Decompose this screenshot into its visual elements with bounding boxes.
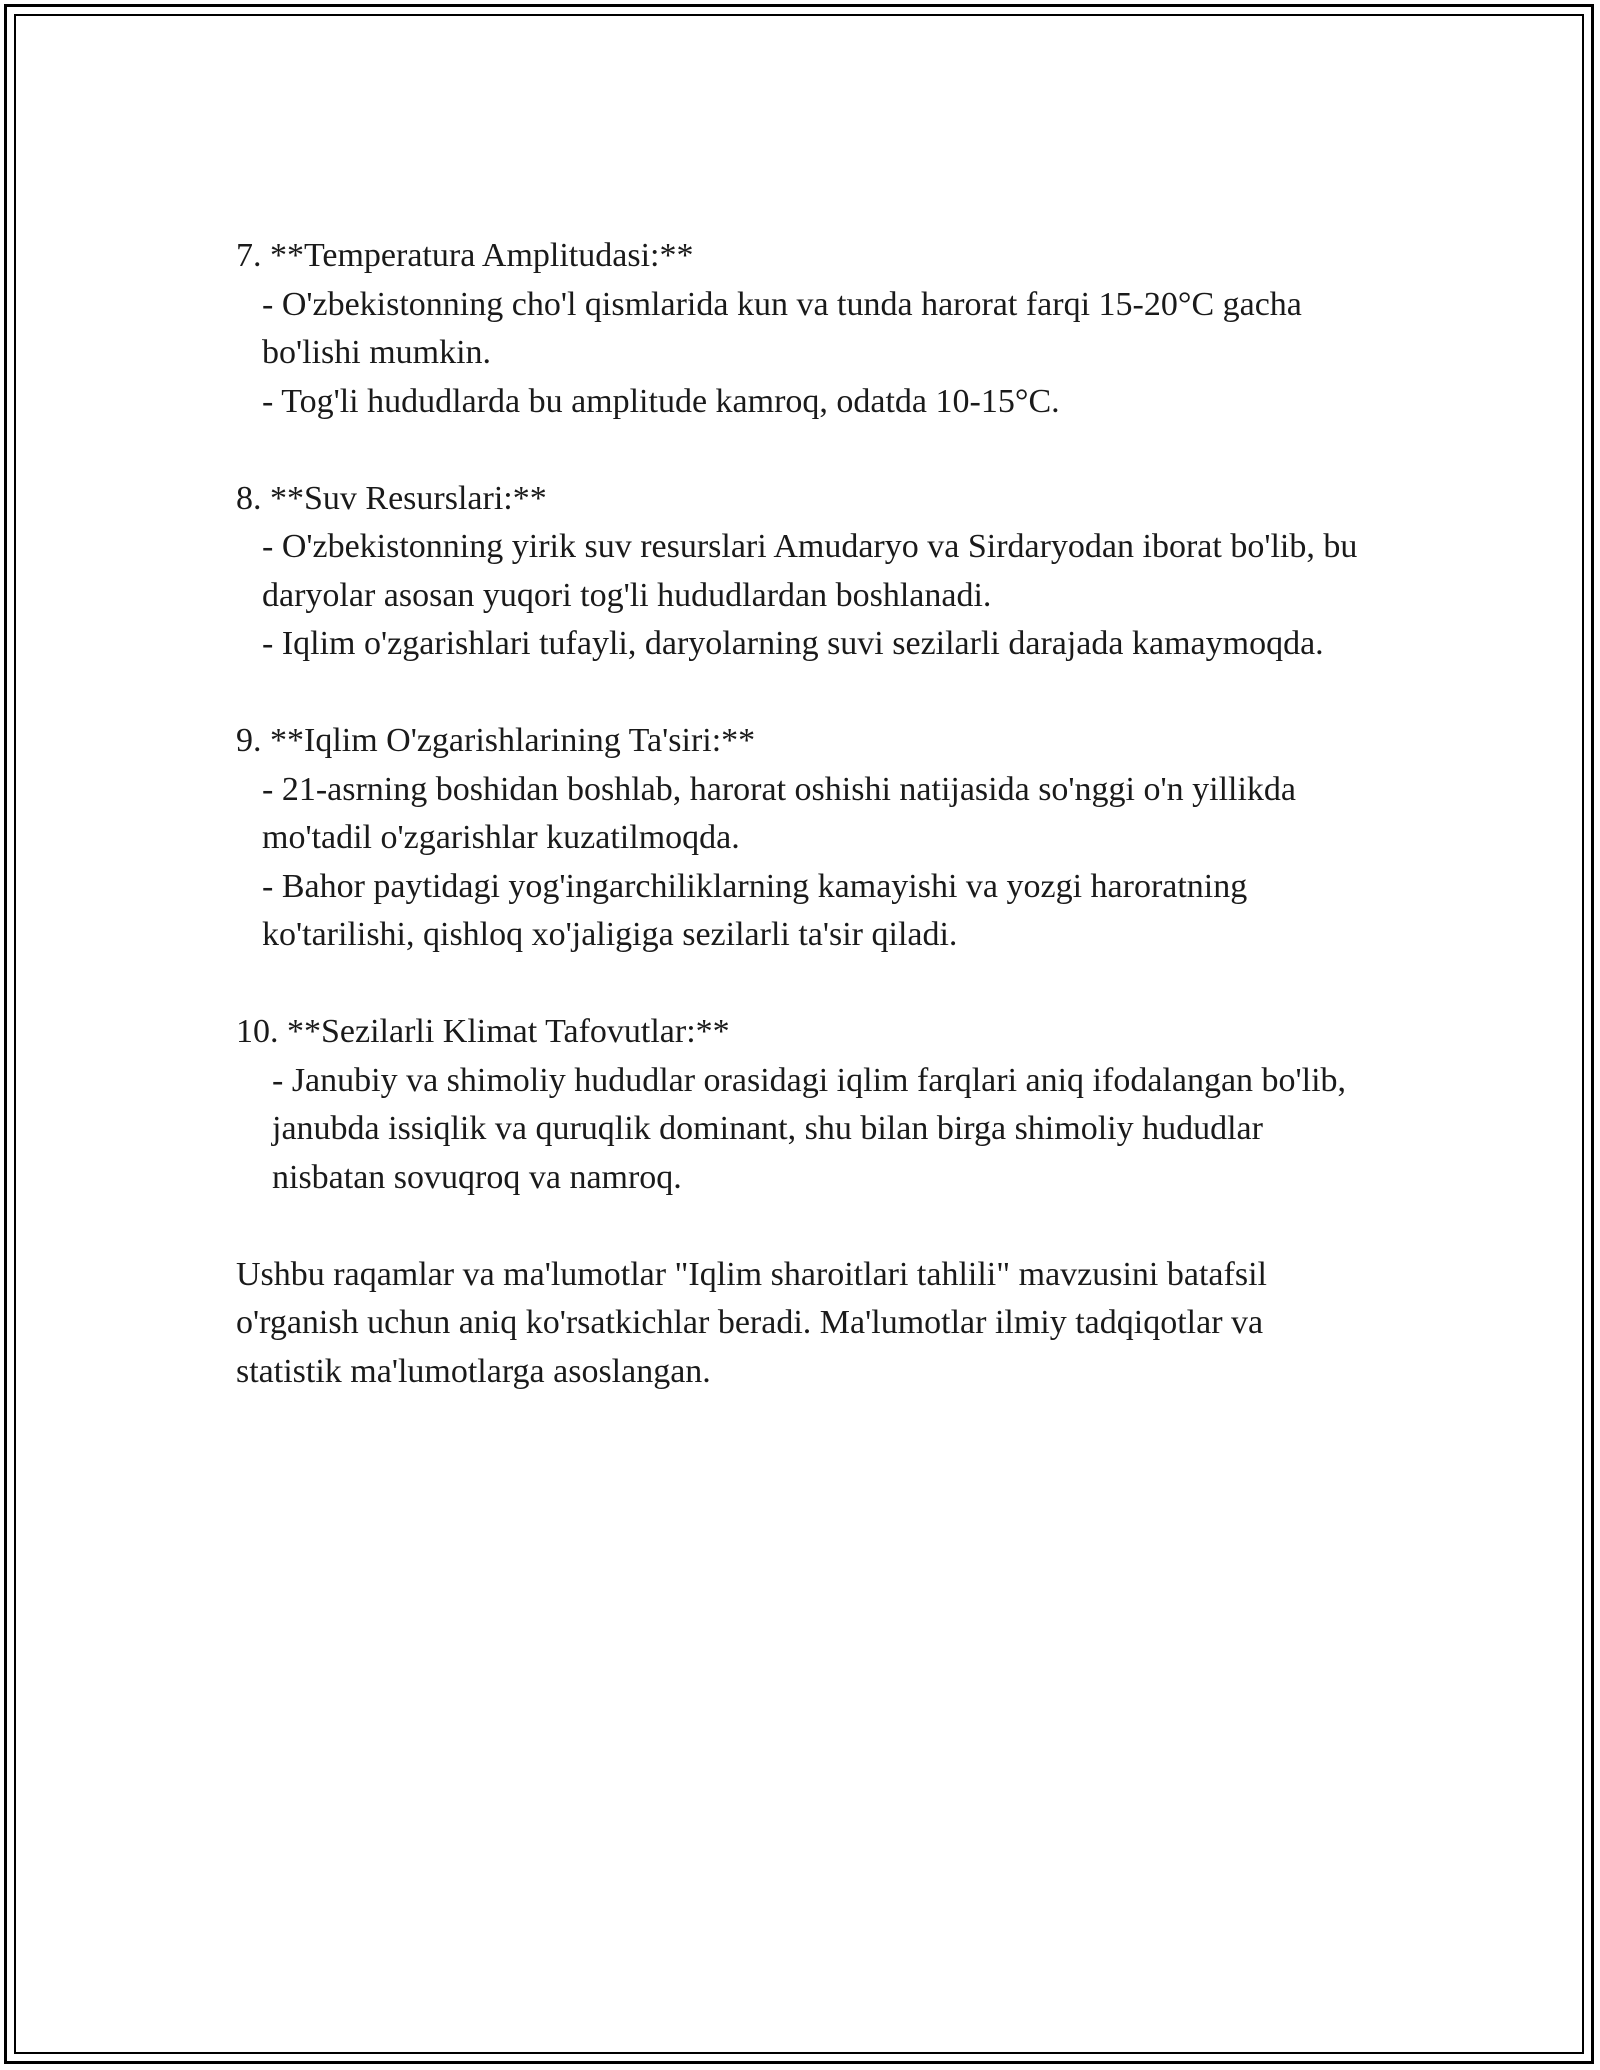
section-heading: 9. **Iqlim O'zgarishlarining Ta'siri:**: [236, 722, 756, 759]
section-suv-resurslari: [236, 475, 1366, 669]
section-klimat-tafovutlar: [236, 1008, 1366, 1202]
section-temperatura-amplitudasi: [236, 232, 1366, 426]
section-heading: 7. **Temperatura Amplitudasi:**: [236, 237, 694, 274]
section-bullet: - Iqlim o'zgarishlari tufayli, daryolarning suvi sezilarli darajada kamaymoqda.: [262, 625, 1324, 662]
section-bullet: - Tog'li hududlarda bu amplitude kamroq, odatda 10-15°C.: [262, 382, 1060, 420]
section-heading: 10. **Sezilarli Klimat Tafovutlar:**: [236, 1013, 730, 1050]
section-bullet: - O'zbekistonning yirik suv resurslari Amudaryo va Sirdaryodan iborat bo'lib, bu daryolar asosan yuqori tog'li hududlardan boshlanadi.: [262, 528, 1366, 614]
section-bullet: - Janubiy va shimoliy hududlar orasidagi iqlim farqlari aniq ifodalangan bo'lib, janubda issiqlik va quruqlik dominant, shu bilan birga shimoliy hududlar nisbatan sovuqroq va namroq.: [272, 1061, 1355, 1196]
section-bullet: - Bahor paytidagi yog'ingarchiliklarning kamayishi va yozgi haroratning ko'tarilishi, qishloq xo'jaligiga sezilarli ta'sir qiladi.: [262, 867, 1256, 953]
document-body: [236, 232, 1366, 1445]
section-bullet: - O'zbekistonning cho'l qismlarida kun va tunda harorat farqi 15-20°C gacha bo'lishi mumkin.: [262, 285, 1311, 371]
conclusion-paragraph: Ushbu raqamlar va ma'lumotlar "Iqlim sharoitlari tahlili" mavzusini batafsil o'rganish uchun aniq ko'rsatkichlar beradi. Ma'lumotlar ilmiy tadqiqotlar va statistik ma'lumotlarga asoslangan.: [236, 1255, 1276, 1390]
section-iqlim-ozgarishlari: [236, 717, 1366, 960]
conclusion-paragraph-block: [236, 1251, 1366, 1397]
section-heading: 8. **Suv Resurslari:**: [236, 479, 547, 517]
section-bullet: - 21-asrning boshidan boshlab, harorat oshishi natijasida so'nggi o'n yillikda mo'tadil o'zgarishlar kuzatilmoqda.: [262, 770, 1305, 856]
